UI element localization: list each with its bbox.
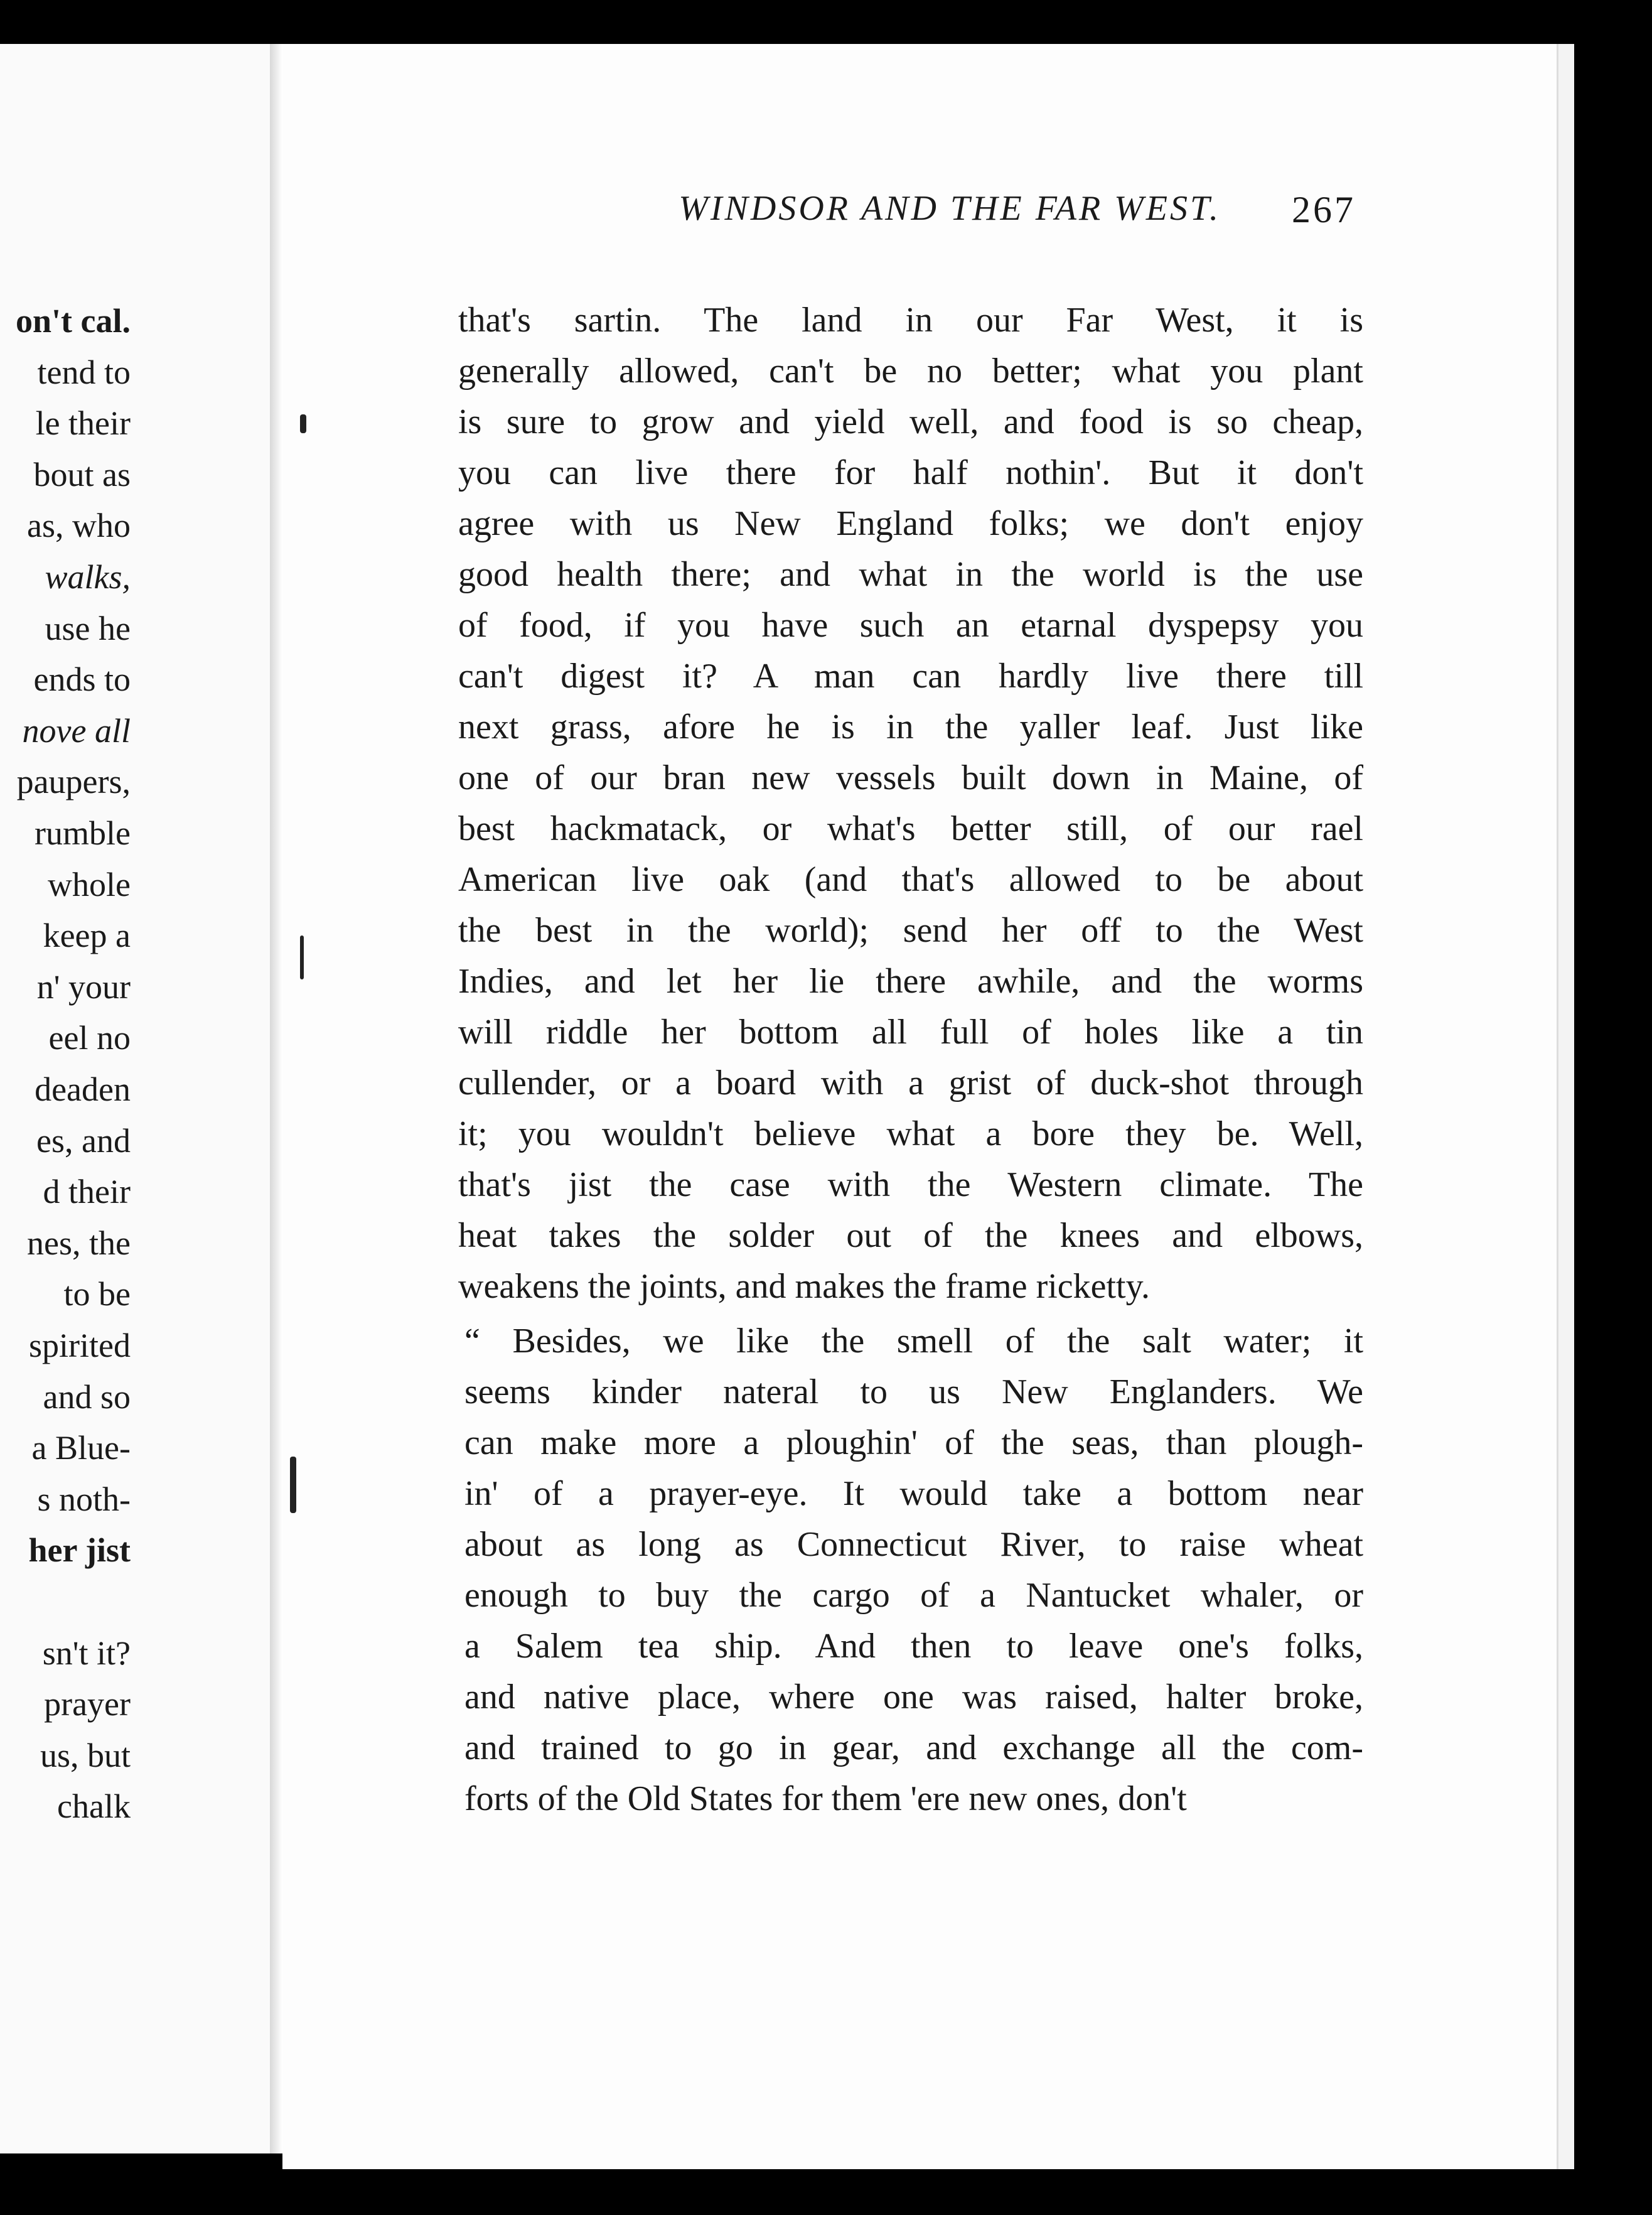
body-line: about as long as Connecticut River, to raise wheat [464, 1525, 1363, 1564]
left-page-line: ends to [33, 660, 131, 699]
left-page-line: on't cal. [16, 302, 131, 340]
page-edge [1557, 44, 1574, 2169]
left-page-line: and so [43, 1377, 131, 1416]
left-page-line: as, who [27, 507, 131, 545]
left-page-line: s noth- [37, 1480, 131, 1518]
left-page-line: n' your [36, 967, 131, 1006]
body-line: the best in the world); send her off to the West [458, 911, 1363, 950]
left-page-line: nes, the [27, 1224, 131, 1262]
left-page-line: a Blue- [31, 1429, 131, 1467]
body-line: that's sartin. The land in our Far West, it is [458, 301, 1363, 340]
body-line: and trained to go in gear, and exchange all the com- [464, 1728, 1363, 1767]
body-line: American live oak (and that's allowed to be about [458, 860, 1363, 899]
left-page-line: tend to [37, 353, 131, 391]
running-title: WINDSOR AND THE FAR WEST. [678, 189, 1221, 228]
body-line: that's jist the case with the Western climate. The [458, 1165, 1363, 1204]
left-page-line: d their [43, 1173, 131, 1211]
body-line: is sure to grow and yield well, and food is so cheap, [458, 402, 1363, 441]
left-page-line: sn't it? [42, 1634, 131, 1672]
body-line: can make more a ploughin' of the seas, than plough- [464, 1423, 1363, 1462]
left-page-line: her jist [28, 1531, 131, 1570]
running-head [314, 176, 1356, 239]
left-page-line: keep a [43, 917, 131, 955]
left-page-line: spirited [29, 1327, 131, 1364]
left-page-line: chalk [57, 1787, 131, 1826]
left-page-line: paupers, [16, 763, 131, 801]
body-line: heat takes the solder out of the knees and elbows, [458, 1216, 1363, 1255]
left-page-line: bout as [33, 455, 131, 493]
left-page-line: whole [48, 865, 131, 903]
body-line: weakens the joints, and makes the frame ricketty. [458, 1267, 1150, 1306]
page-number: 267 [1292, 189, 1356, 230]
body-line: a Salem tea ship. And then to leave one's folks, [464, 1627, 1363, 1666]
body-line: cullender, or a board with a grist of duck-shot through [458, 1064, 1363, 1102]
left-page-line: to be [63, 1275, 131, 1313]
body-line: good health there; and what in the world is the use [458, 555, 1363, 594]
body-line: and native place, where one was raised, halter broke, [464, 1678, 1363, 1716]
left-page-line: prayer [44, 1685, 131, 1723]
body-line: generally allowed, can't be no better; what you plant [458, 352, 1363, 391]
margin-mark [300, 935, 304, 979]
left-page-line: nove all [22, 711, 131, 750]
left-page-line: us, but [40, 1736, 131, 1774]
left-page [0, 44, 270, 2153]
margin-mark [290, 1457, 296, 1513]
left-page-line: le their [35, 404, 131, 443]
left-page-line: rumble [35, 814, 131, 852]
body-line: next grass, afore he is in the yaller leaf. Just like [458, 708, 1363, 746]
body-line: best hackmatack, or what's better still, of our rael [458, 809, 1363, 848]
body-line: Indies, and let her lie there awhile, and the worms [458, 962, 1363, 1001]
body-line: seems kinder nateral to us New Englanders. We [464, 1372, 1363, 1411]
left-page-line: eel no [48, 1019, 131, 1057]
body-line: can't digest it? A man can hardly live there till [458, 657, 1363, 696]
left-page-line: es, and [36, 1121, 131, 1160]
left-page-line: deaden [35, 1070, 131, 1108]
margin-mark [300, 414, 306, 433]
left-page-line: use he [45, 609, 131, 647]
body-line: it; you wouldn't believe what a bore they be. Well, [458, 1114, 1363, 1153]
body-line: will riddle her bottom all full of holes like a tin [458, 1013, 1363, 1052]
body-line: enough to buy the cargo of a Nantucket whaler, or [464, 1576, 1363, 1615]
left-page-line: walks, [45, 558, 131, 596]
book-gutter [270, 44, 282, 2153]
body-line: in' of a prayer-eye. It would take a bottom near [464, 1474, 1363, 1513]
body-line: “ Besides, we like the smell of the salt water; it [464, 1322, 1363, 1361]
body-line: agree with us New England folks; we don't enjoy [458, 504, 1363, 543]
body-line: you can live there for half nothin'. But it don't [458, 453, 1363, 492]
body-line: one of our bran new vessels built down in Maine, of [458, 758, 1363, 797]
body-line: forts of the Old States for them 'ere new ones, don't [464, 1779, 1187, 1818]
body-line: of food, if you have such an etarnal dyspepsy you [458, 606, 1363, 645]
